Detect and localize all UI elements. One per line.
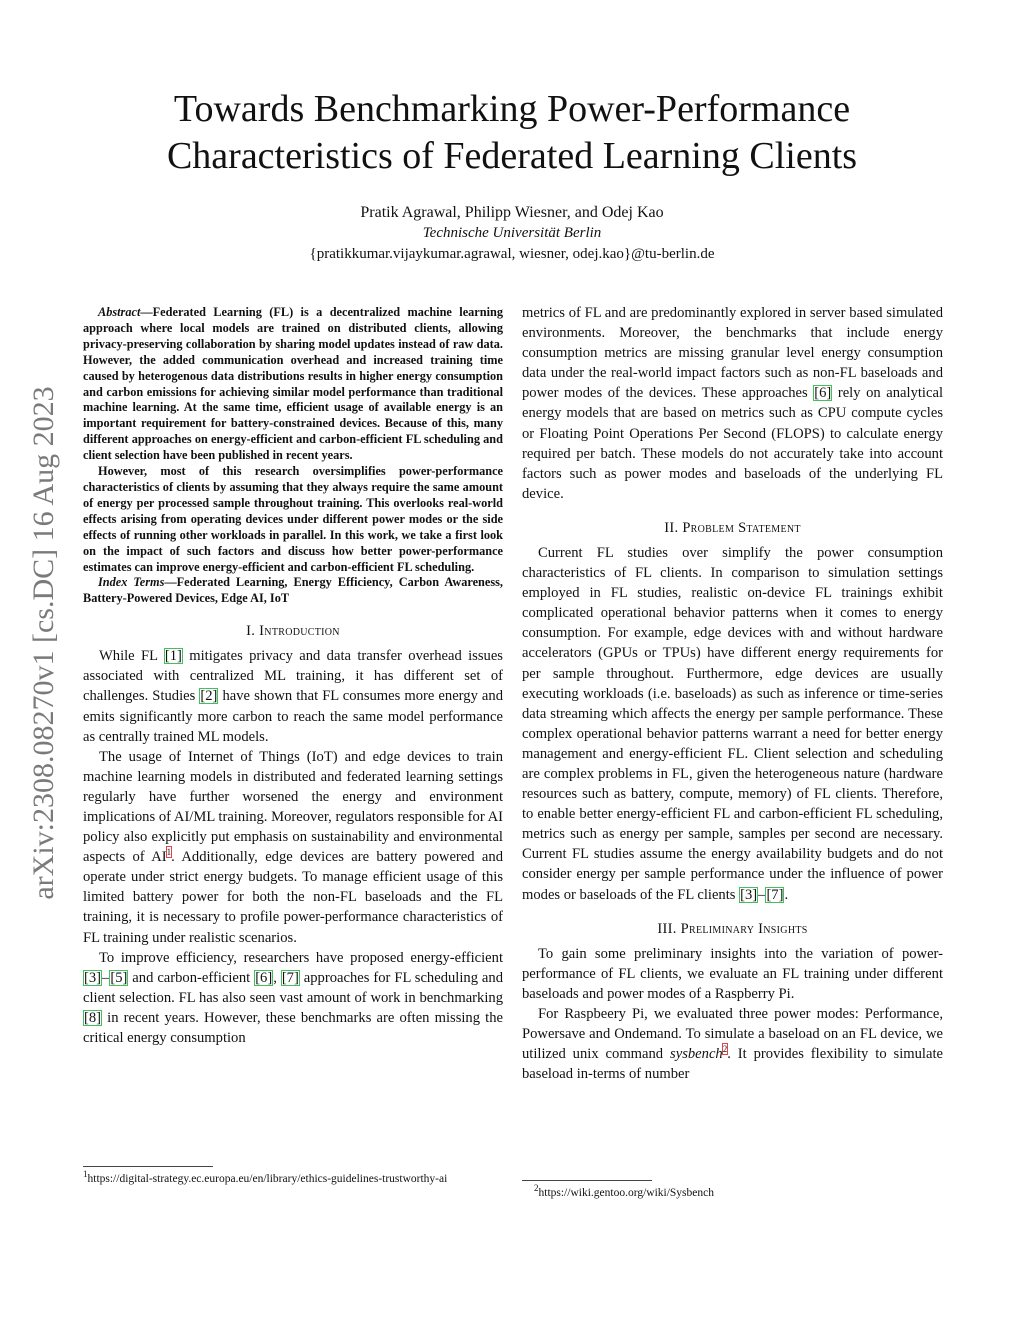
author-names: Pratik Agrawal, Philipp Wiesner, and Odej Kao bbox=[360, 204, 664, 221]
text: – bbox=[102, 969, 110, 986]
section-heading-introduction bbox=[83, 621, 503, 641]
intro-paragraph-2 bbox=[83, 747, 503, 948]
citation-link[interactable]: [3] bbox=[84, 969, 102, 986]
index-terms bbox=[83, 575, 503, 607]
text: metrics of FL and are predominantly explored in server based simulated environments. Moreover, the benchmarks that include energy consumption metrics are missing granular level energy consumption data under the real-world impact factors such as non-FL baseloads and power modes of the devices. These approaches bbox=[522, 305, 943, 402]
footnote-1 bbox=[83, 1169, 483, 1187]
right-column bbox=[522, 303, 943, 1084]
citation-link[interactable]: [5] bbox=[110, 969, 128, 986]
citation-link[interactable]: [6] bbox=[814, 385, 832, 402]
text: . bbox=[784, 886, 789, 903]
text: . Additionally, edge devices are battery powered and operate under strict energy budgets. To manage efficient usage of this limited battery power for both the non-FL baseloads and the FL training, it is necessary to profile power-performance characteristics of FL training under realistic scenarios. bbox=[83, 849, 503, 946]
abstract-paragraph bbox=[83, 305, 503, 464]
citation-link[interactable]: [6] bbox=[255, 969, 273, 986]
text: have shown that FL consumes more energy and emits significantly more carbon to reach the same model performance as centrally trained ML models. bbox=[83, 688, 503, 745]
text: , bbox=[273, 969, 281, 986]
footnote-number: 1 bbox=[83, 1169, 88, 1180]
abstract-text: —Federated Learning (FL) is a decentralized machine learning approach where local models are trained on distributed clients, allowing privacy-preserving collaboration by sharing model updates instead of raw data. However, the added communication overhead and increased training time caused by heterogenous data distributions results in higher energy consumption and carbon emissions for achieving similar model performance than traditional machine learning. At the same time, efficient usage of available energy is an important requirement for battery-constrained devices. Because of this, many different approaches on energy-efficient and carbon-efficient FL scheduling and client selection have been published in recent years. bbox=[83, 305, 503, 463]
text: in recent years. However, these benchmarks are often missing the critical energy consumption bbox=[83, 1009, 503, 1046]
command-name: sysbench bbox=[670, 1046, 723, 1063]
footnote-marker[interactable]: 1 bbox=[166, 847, 172, 858]
text: The usage of Internet of Things (IoT) and edge devices to train machine learning models in distributed and federated learning settings regularly have further worsened the energy and environment implications of AI/ML training. Moreover, regulators responsible for AI policy also explicitly put emphasis on sustainability and environmental aspects of AI bbox=[83, 748, 503, 866]
section-title: Introduction bbox=[259, 623, 340, 640]
problem-paragraph bbox=[522, 543, 943, 905]
text: and carbon-efficient bbox=[128, 969, 255, 986]
prelim-paragraph-1: To gain some preliminary insights into the variation of power-performance of FL clients, we evaluate an FL training under different baseloads and power modes of a Raspberry Pi. bbox=[522, 945, 943, 1002]
text: To improve efficiency, researchers have proposed energy-efficient bbox=[99, 949, 503, 966]
citation-link[interactable]: [3] bbox=[740, 886, 758, 903]
citation-link[interactable]: [1] bbox=[164, 648, 182, 665]
section-heading-problem-statement bbox=[522, 518, 943, 538]
footnote-rule bbox=[83, 1166, 213, 1167]
intro-paragraph-1 bbox=[83, 646, 503, 746]
arxiv-identifier: arXiv:2308.08270v1 [cs.DC] 16 Aug 2023 bbox=[27, 386, 60, 900]
citation-link[interactable]: [7] bbox=[766, 886, 784, 903]
text: – bbox=[758, 886, 766, 903]
text: approaches for FL scheduling and client selection. FL has also seen vast amount of work in benchmarking bbox=[83, 969, 504, 1006]
title-line-2: Characteristics of Federated Learning Clients bbox=[166, 135, 858, 177]
intro-paragraph-3 bbox=[83, 948, 503, 1048]
section-number: II. bbox=[664, 519, 679, 536]
footnote-url[interactable]: https://digital-strategy.ec.europa.eu/en/library/ethics-guidelines-trustworthy-ai bbox=[87, 1173, 448, 1185]
footnote-rule bbox=[522, 1180, 652, 1181]
citation-link[interactable]: [8] bbox=[84, 1009, 102, 1026]
section-title: Preliminary Insights bbox=[680, 920, 808, 937]
author-block bbox=[80, 202, 944, 265]
prelim-paragraph-2 bbox=[522, 1004, 943, 1084]
text: For Raspbeery Pi, we evaluated three power modes: Performance, Powersave and Ondemand. To simulate a baseload on an FL device, we utilized unix command bbox=[522, 1005, 943, 1063]
footnote-url[interactable]: https://wiki.gentoo.org/wiki/Sysbench bbox=[538, 1187, 714, 1199]
text: mitigates privacy and data transfer overhead issues associated with centralized ML training, it has different set of challenges. Studies bbox=[83, 648, 503, 705]
citation-link[interactable]: [7] bbox=[281, 969, 299, 986]
title-line-1: Towards Benchmarking Power-Performance bbox=[173, 88, 851, 130]
abstract-label: Abstract bbox=[98, 305, 141, 319]
section-number: I. bbox=[246, 623, 256, 640]
abstract-paragraph-2: However, most of this research oversimplifies power-performance characteristics of clients by assuming that they always require the same amount of energy per processed sample throughout training. This overlooks real-world effects arising from operating devices under different power modes or the side effects of running other workloads in parallel. In this work, we take a first look on the impact of such factors and discuss how better power-performance estimates can improve energy-efficient and carbon-efficient FL scheduling. bbox=[83, 464, 503, 574]
text: While FL bbox=[99, 648, 164, 665]
index-terms-text: —Federated Learning, Energy Efficiency, Carbon Awareness, Battery-Powered Devices, Edge AI, IoT bbox=[83, 575, 503, 606]
citation-link[interactable]: [2] bbox=[200, 688, 218, 705]
text: Current FL studies over simplify the power consumption characteristics of FL clients. In comparison to simulation settings employed in FL studies, realistic on-device FL trainings exhibit complicated operational behavior patterns when it comes to energy consumption. For example, edge devices with and without hardware accelerators (GPUs or TPUs) have different energy requirements for per sample throughout. Furthermore, edge devices are usually executing workloads (i.e. baseloads) as such as inference or time-series data streaming which affects the energy per sample performance. These complex operational behavior patterns warrant a need for better energy management and energy-efficient FL. Client selection and scheduling are complex problems in FL, given the heterogeneous nature (hardware resources such as battery, compute, memory) of FL clients. Therefore, to enable better energy-efficient FL and carbon-efficient FL scheduling, metrics such as energy per sample, samples per second are necessary. Current FL studies assume the energy availability budgets and do not consider energy per sample performance under the influence of power modes or baseloads of the FL clients bbox=[522, 544, 943, 903]
text: rely on analytical energy models that are based on metrics such as CPU compute cycles or Floating Point Operations Per Second (FLOPS) to calculate energy required per batch. These models do not accurately take into account factors such as power modes and baseloads of the underlying FL device. bbox=[522, 385, 943, 502]
intro-continuation bbox=[522, 303, 943, 504]
left-column bbox=[83, 305, 503, 1048]
section-number: III. bbox=[657, 920, 677, 937]
text: . It provides flexibility to simulate baseload in-terms of number bbox=[522, 1046, 943, 1083]
affiliation: Technische Universität Berlin bbox=[422, 225, 602, 241]
paper-title bbox=[80, 86, 944, 180]
footnote-2 bbox=[534, 1183, 934, 1201]
footnote-marker[interactable]: 2 bbox=[722, 1044, 728, 1055]
section-title: Problem Statement bbox=[682, 519, 801, 536]
author-emails: {pratikkumar.vijaykumar.agrawal, wiesner, odej.kao}@tu-berlin.de bbox=[309, 246, 715, 262]
footnote-number: 2 bbox=[534, 1183, 539, 1194]
index-terms-label: Index Terms bbox=[98, 575, 165, 590]
section-heading-preliminary-insights bbox=[522, 919, 943, 939]
